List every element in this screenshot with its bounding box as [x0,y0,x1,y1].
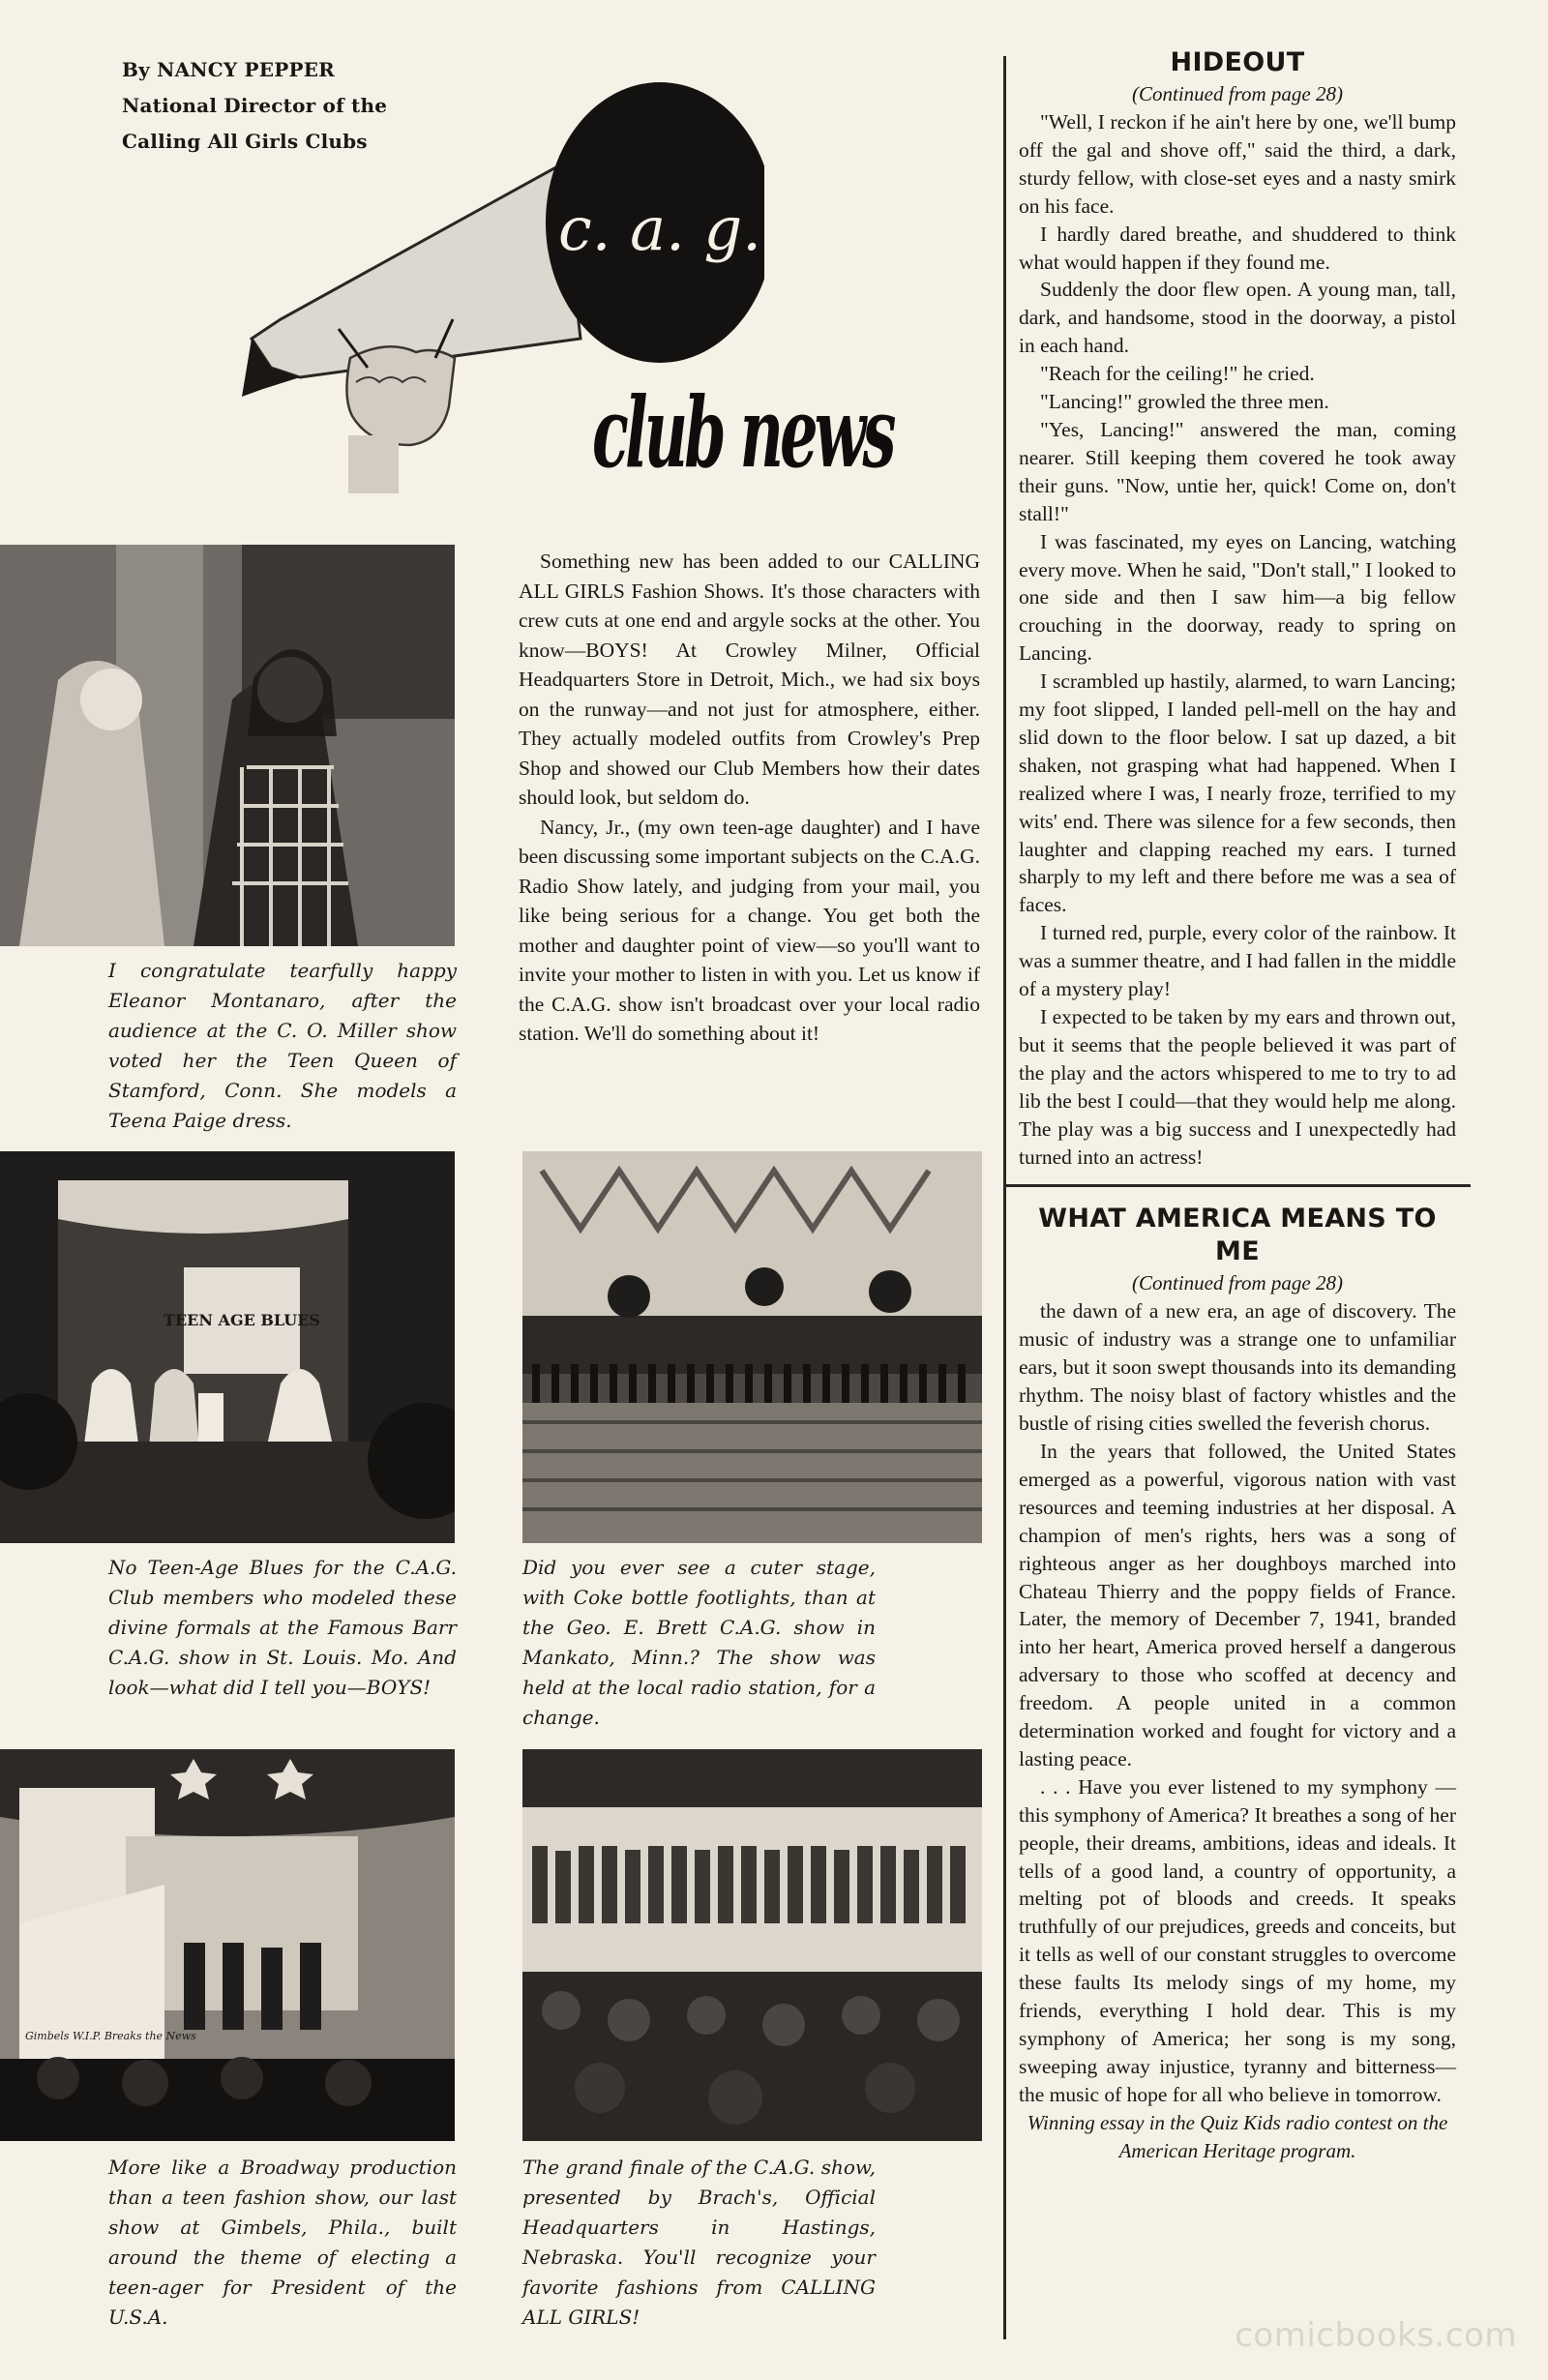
column-divider [1003,56,1006,2339]
hideout-paragraph: I hardly dared breathe, and shuddered to think what would happen if they found me. [1019,222,1456,274]
hideout-paragraph: "Reach for the ceiling!" he cried. [1040,362,1315,386]
byline-author: By NANCY PEPPER [122,58,335,81]
sign-gimbels: Gimbels W.I.P. Breaks the News [25,2030,196,2042]
photo-coke-bottle-stage [522,1151,982,1543]
photo-grand-finale [522,1749,982,2141]
photo-teen-queen [0,545,455,946]
caption-teen-age-blues: No Teen-Age Blues for the C.A.G. Club members who modeled these divine formals at the Famous Barr C.A.G. show in St. Louis. Mo. And look—what did I tell you—BOYS! [108,1556,457,1699]
byline-title-cont: Calling All Girls Clubs [122,130,368,153]
megaphone-cone [252,164,580,377]
site-watermark: comicbooks.com [1235,2316,1517,2355]
hideout-paragraph: Suddenly the door flew open. A young man, tall, dark, and handsome, stood in the doorway, a pistol in each hand. [1019,278,1456,358]
hideout-paragraph: "Yes, Lancing!" answered the man, coming nearer. Still keeping them covered he took away their guns. "Now, untie her, quick! Come on, don't stall!" [1019,417,1456,525]
hideout-continued: (Continued from page 28) [1132,82,1343,105]
america-paragraph: . . . Have you ever listened to my symphony —this symphony of America? It breathes a song of her people, their dreams, ambitions, ideas and ideals. It tells of a good land, a country of opportunity, a melting pot of bloods and creeds. It speaks truthfully of our prejudices, greeds and conceits, but it tells as well of our constant struggles to overcome these faults Its melody sings of my home, my friends, everything I hold dear. This is my symphony of America; her song is my song, sweeping away injustice, tyranny and bitterness—the music of hope for all who believe in tomorrow. [1019,1774,1456,2106]
section-divider [1004,1184,1471,1195]
america-continued: (Continued from page 28) [1132,1271,1343,1295]
america-headline: WHAT AMERICA MEANS TO ME [1038,1204,1437,1267]
article-paragraph: Something new has been added to our CALLING ALL GIRLS Fashion Shows. It's those characters with crew cuts at one end and argyle socks at the other. You know—BOYS! At Crowley Milner, Official Headquarters Store in Detroit, Mich., we had six boys on the runway—and not just for atmosphere, either. They actually modeled outfits from Crowley's Prep Shop and showed our Club Members how their dates should look, but seldom do. [519,550,980,809]
caption-gimbels-show: More like a Broadway production than a teen fashion show, our last show at Gimbels, Phila., built around the theme of electing a teen-ager for President of the U.S.A. [108,2156,457,2329]
hideout-headline: HIDEOUT [1170,47,1305,77]
hideout-paragraph: I scrambled up hastily, alarmed, to warn Lancing; my foot slipped, I landed pell-mell on the hay and slid down to the floor below. I sat up dazed, a bit shaken, not grasping what had happened. When I realized where I was, I nearly froze, terrified to my wits' end. There was silence for a few seconds, then laughter and clapping reached my ears. I turned sharply to my left and there before me was a sea of faces. [1019,669,1456,917]
hideout-paragraph: "Lancing!" growled the three men. [1040,390,1329,414]
article-paragraph: Nancy, Jr., (my own teen-age daughter) and I have been discussing some important subjects on the C.A.G. Radio Show lately, and judging from your mail, you like being serious for a change. You get both the mother and daughter point of view—so you'll want to invite your mother to listen in with you. Let us know if the C.A.G. show isn't broadcast over your local radio station. We'll do something about it! [519,815,980,1045]
america-paragraph: In the years that followed, the United States emerged as a powerful, vigorous nation with vast resources and teeming industries at her disposal. A champion of men's rights, hers was a song of righteous anger as her doughboys marched into Chateau Thierry and the poppy fields of France. Later, the memory of December 7, 1941, branded into her heart, America proved herself a dangerous adversary to those who scoffed at decency and freedom. A people united in a common determination worked and fought for victory and a lasting peace. [1019,1439,1456,1770]
club-news-article [519,547,980,1049]
sign-teen-age-blues: TEEN AGE BLUES [164,1311,320,1329]
essay-credit: Winning essay in the Quiz Kids radio contest on the American Heritage program. [1027,2110,1448,2162]
hideout-paragraph: "Well, I reckon if he ain't here by one, we'll bump off the gal and shove off," said the third, a dark, sturdy fellow, with close-set eyes and a nasty smirk on his face. [1019,110,1456,218]
right-column [1019,46,1456,2165]
logo-text: c. a. g. [558,193,761,264]
photo-gimbels-show [0,1749,455,2141]
hideout-paragraph: I was fascinated, my eyes on Lancing, watching every move. When he said, "Don't stall," I looked to one side and then I saw him—a big fellow crouching in the doorway, ready to spring on Lancing. [1019,529,1456,666]
byline-title: National Director of the [122,94,388,117]
caption-grand-finale: The grand finale of the C.A.G. show, presented by Brach's, Official Headquarters in Hastings, Nebraska. You'll recognize your favorite fashions from CALLING ALL GIRLS! [522,2156,876,2329]
america-paragraph: the dawn of a new era, an age of discovery. The music of industry was a strange one to unfamiliar ears, but it soon swept thousands into its demanding rhythm. The noisy blast of factory whistles and the bustle of rising cities swelled the feverish chorus. [1019,1299,1456,1436]
hideout-paragraph: I expected to be taken by my ears and thrown out, but it seems that the people believed it was part of the play and the actors whispered to me to try to ad lib the best I could—that they would help me along. The play was a big success and I unexpectedly had turned into an actress! [1019,1005,1456,1169]
photo-teen-age-blues [0,1151,455,1543]
hideout-paragraph: I turned red, purple, every color of the rainbow. It was a summer theatre, and I had fallen in the middle of a mystery play! [1019,921,1456,1001]
caption-teen-queen: I congratulate tearfully happy Eleanor Montanaro, after the audience at the C. O. Miller show voted her the Teen Queen of Stamford, Conn. She models a Teena Paige dress. [108,959,457,1132]
caption-coke-bottle-stage: Did you ever see a cuter stage, with Coke bottle footlights, than at the Geo. E. Brett C.A.G. show in Mankato, Minn.? The show was held at the local radio station, for a change. [522,1556,876,1729]
section-title: club news [592,375,893,490]
